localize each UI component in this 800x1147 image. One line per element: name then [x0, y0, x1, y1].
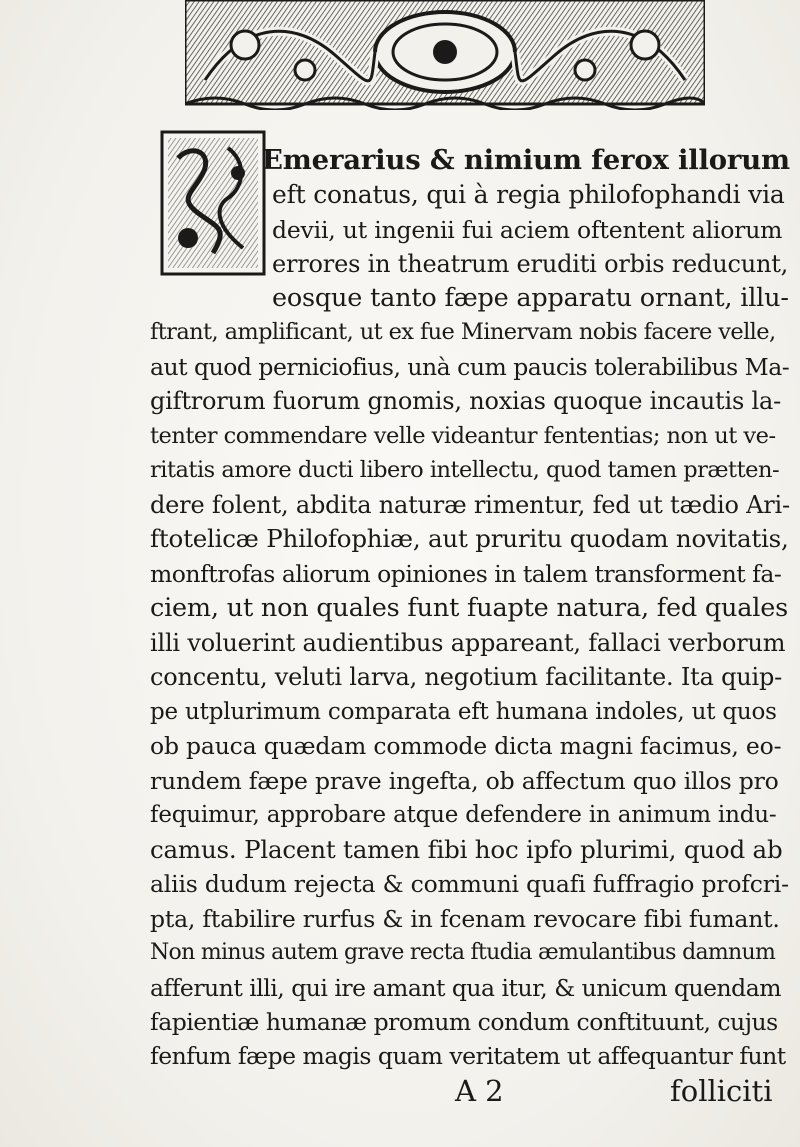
text-line: Non minus autem grave recta ftudia æmulantibus damnum [150, 940, 776, 965]
text-line: errores in theatrum eruditi orbis reducunt, [272, 250, 789, 278]
text-line: giftrorum fuorum gnomis, noxias quoque incautis la- [150, 387, 781, 415]
text-line: fenfum fæpe magis quam veritatem ut affequantur funt [150, 1042, 786, 1070]
text-line: rundem fæpe prave ingefta, ob affectum quo illos pro [150, 767, 779, 795]
text-line: devii, ut ingenii fui aciem oftentent aliorum [272, 216, 783, 244]
text-line: illi voluerint audientibus appareant, fallaci verborum [150, 629, 786, 657]
text-line: tenter commendare velle videantur fententias; non ut ve- [150, 423, 776, 449]
text-line: monftrofas aliorum opiniones in talem transforment fa- [150, 560, 782, 588]
text-line: camus. Placent tamen fibi hoc ipfo plurimi, quod ab [150, 835, 783, 864]
text-line: aliis dudum rejecta & communi quafi fuffragio profcri- [150, 870, 789, 898]
text-line: eosque tanto fæpe apparatu ornant, illu- [272, 283, 789, 313]
text-line: afferunt illi, qui ire amant qua itur, & unicum quendam [150, 974, 782, 1002]
text-line: eft conatus, qui à regia philofophandi via [272, 180, 785, 209]
signature-mark: A 2 [455, 1074, 504, 1108]
text-line: ritatis amore ducti libero intellectu, quod tamen prætten- [150, 457, 780, 483]
text-line: fapientiæ humanæ promum condum conftituunt, cujus [150, 1008, 778, 1036]
text-line: ciem, ut non quales funt fuapte natura, fed quales [150, 593, 788, 623]
text-line: aut quod perniciofius, unà cum paucis tolerabilibus Ma- [150, 353, 790, 381]
headpiece-ornament [185, 0, 705, 110]
text-line: ob pauca quædam commode dicta magni facimus, eo- [150, 732, 782, 760]
text-line: fequimur, approbare atque defendere in animum indu- [150, 802, 777, 828]
text-line: ftrant, amplificant, ut ex fue Minervam nobis facere velle, [150, 319, 776, 345]
catchword: folliciti [670, 1074, 773, 1108]
text-line: pta, ftabilire rurfus & in fcenam revocare fibi fumant. [150, 905, 780, 933]
text-line: pe utplurimum comparata eft humana indoles, ut quos [150, 699, 777, 725]
text-line: concentu, veluti larva, negotium facilitante. Ita quip- [150, 663, 783, 691]
decorated-initial-e [158, 128, 268, 278]
opening-line-text: Emerarius & nimium ferox illorum [262, 144, 790, 176]
text-line: ftotelicæ Philofophiæ, aut pruritu quodam novitatis, [150, 524, 789, 553]
text-line: dere folent, abdita naturæ rimentur, fed ut tædio Ari- [150, 491, 790, 519]
